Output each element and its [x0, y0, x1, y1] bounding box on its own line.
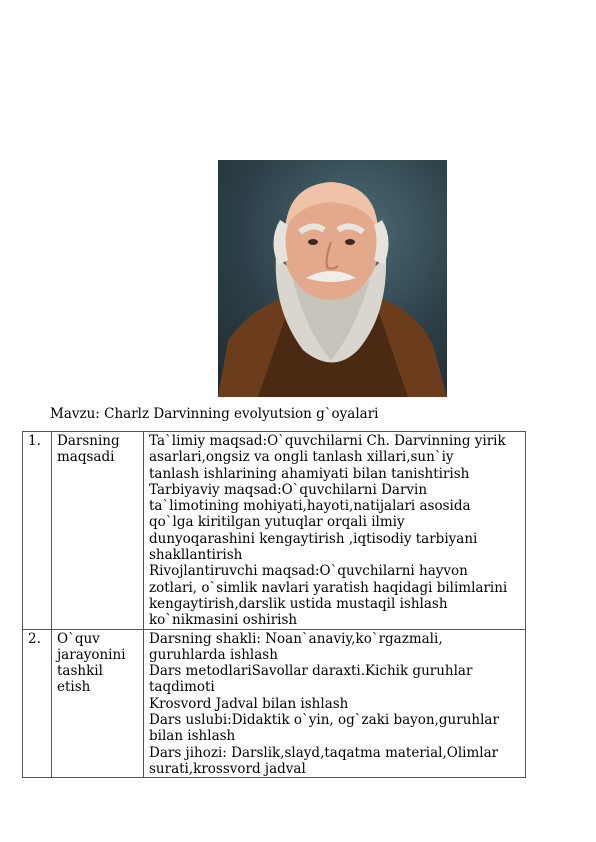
content-line: Krosvord Jadval bilan ishlash [149, 695, 349, 712]
portrait-illustration [218, 160, 447, 397]
content-line: ta`limotining mohiyati,hayoti,natijalari asosida [149, 498, 471, 515]
content-line: zotlari, o`simlik navlari yaratish haqidagi bilimlarini [149, 579, 508, 596]
section-title-line: etish [57, 679, 91, 696]
content-line: Darsning shakli: Noan`anaviy,ko`rgazmali, [149, 630, 443, 647]
lesson-topic: Mavzu: Charlz Darvinning evolyutsion g`oyalari [50, 406, 379, 422]
table-row [23, 432, 526, 630]
content-line: bilan ishlash [149, 728, 236, 745]
section-title [52, 432, 144, 630]
content-line: Tarbiyaviy maqsad:O`quvchilarni Darvin [149, 481, 428, 498]
section-title-line: O`quv [57, 630, 100, 647]
row-number: 1. [23, 432, 52, 630]
content-line: asarlari,ongsiz va ongli tanlash xillari,sun`iy [149, 449, 454, 466]
content-line: Dars uslubi:Didaktik o`yin, og`zaki bayon,guruhlar [149, 712, 499, 729]
darwin-portrait [218, 160, 447, 397]
content-line: surati,krossvord jadval [149, 760, 306, 777]
lesson-plan-table [22, 431, 526, 778]
content-line: Dars jihozi: Darslik,slayd,taqatma material,Olimlar [149, 744, 499, 761]
content-line: ko`nikmasini oshirish [149, 612, 298, 629]
content-line: dunyoqarashini kengaytirish ,iqtisodiy tarbiyani [149, 530, 478, 547]
content-line: Dars metodlariSavollar daraxti.Kichik guruhlar [149, 663, 473, 680]
section-content [144, 432, 526, 630]
section-title-line: jarayonini [57, 646, 126, 663]
table-row [23, 629, 526, 778]
content-line: Rivojlantiruvchi maqsad:O`quvchilarni hayvon [149, 563, 468, 580]
row-number: 2. [23, 629, 52, 778]
section-title-line: maqsadi [57, 449, 115, 466]
content-line: qo`lga kiritilgan yutuqlar orqali ilmiy [149, 514, 405, 531]
section-title-line: Darsning [57, 433, 120, 449]
content-line: shakllantirish [149, 547, 243, 564]
content-line: tanlash ishlarining ahamiyati bilan tanishtirish [149, 465, 470, 482]
section-title-line: tashkil [57, 663, 103, 680]
content-line: Ta`limiy maqsad:O`quvchilarni Ch. Darvinning yirik [149, 433, 506, 449]
section-title [52, 629, 144, 778]
section-content [144, 629, 526, 778]
content-line: kengaytirish,darslik ustida mustaqil ishlash [149, 595, 448, 612]
content-line: taqdimoti [149, 679, 215, 696]
content-line: guruhlarda ishlash [149, 646, 278, 663]
